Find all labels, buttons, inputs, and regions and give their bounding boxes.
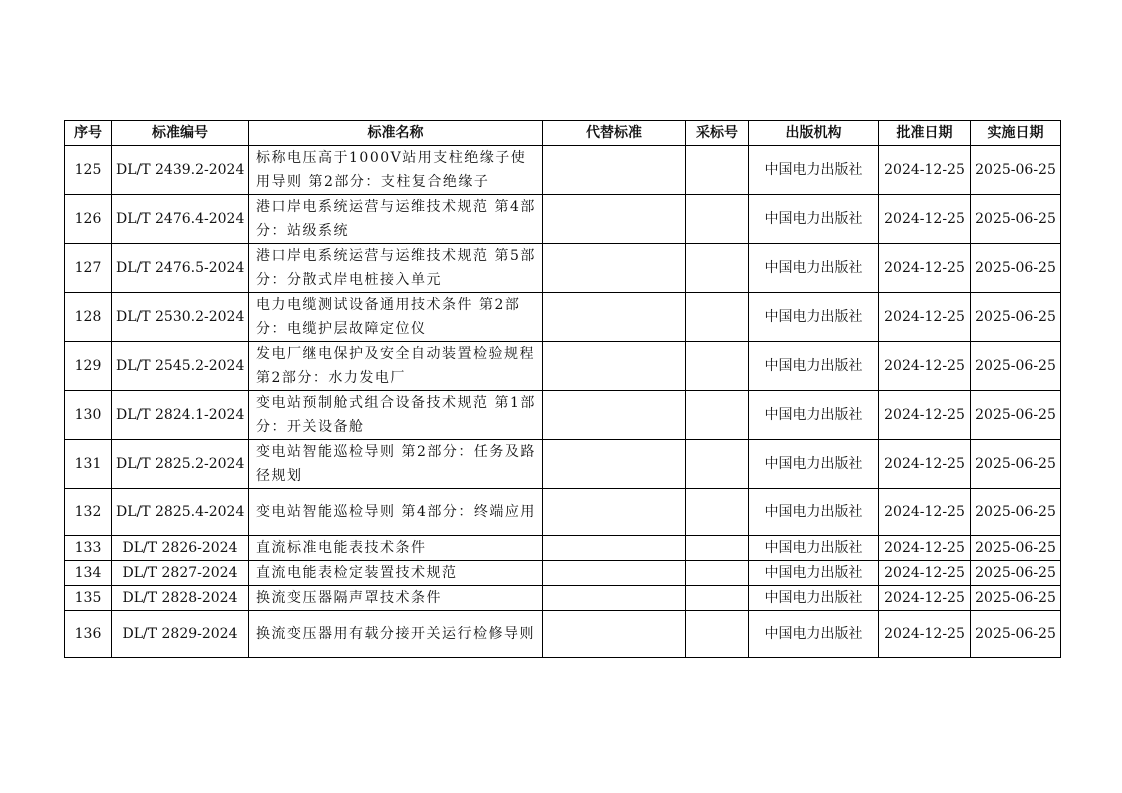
cell-publisher: 中国电力出版社 — [749, 440, 879, 489]
header-publisher: 出版机构 — [749, 121, 879, 146]
header-approval-date: 批准日期 — [879, 121, 971, 146]
cell-standard-name: 直流标准电能表技术条件 — [249, 536, 543, 561]
cell-replaces — [543, 293, 686, 342]
cell-replaces — [543, 440, 686, 489]
cell-serial: 125 — [65, 146, 112, 195]
cell-standard-name: 换流变压器用有载分接开关运行检修导则 — [249, 611, 543, 658]
cell-approval-date: 2024-12-25 — [879, 293, 971, 342]
table-row — [65, 586, 1061, 611]
table-row — [65, 244, 1061, 293]
cell-serial: 126 — [65, 195, 112, 244]
cell-approval-date: 2024-12-25 — [879, 244, 971, 293]
cell-standard-code: DL/T 2545.2-2024 — [112, 342, 249, 391]
cell-effective-date: 2025-06-25 — [971, 536, 1061, 561]
table-row — [65, 391, 1061, 440]
cell-adopted-standard — [686, 146, 749, 195]
cell-standard-name: 换流变压器隔声罩技术条件 — [249, 586, 543, 611]
cell-serial: 127 — [65, 244, 112, 293]
cell-standard-name: 电力电缆测试设备通用技术条件 第2部分：电缆护层故障定位仪 — [249, 293, 543, 342]
cell-adopted-standard — [686, 440, 749, 489]
cell-adopted-standard — [686, 561, 749, 586]
table-row — [65, 611, 1061, 658]
cell-effective-date: 2025-06-25 — [971, 489, 1061, 536]
cell-serial: 131 — [65, 440, 112, 489]
table-row — [65, 342, 1061, 391]
cell-standard-code: DL/T 2824.1-2024 — [112, 391, 249, 440]
cell-replaces — [543, 146, 686, 195]
cell-publisher: 中国电力出版社 — [749, 293, 879, 342]
cell-standard-name: 变电站预制舱式组合设备技术规范 第1部分：开关设备舱 — [249, 391, 543, 440]
cell-effective-date: 2025-06-25 — [971, 391, 1061, 440]
header-effective-date: 实施日期 — [971, 121, 1061, 146]
cell-standard-name: 港口岸电系统运营与运维技术规范 第5部分：分散式岸电桩接入单元 — [249, 244, 543, 293]
cell-publisher: 中国电力出版社 — [749, 611, 879, 658]
cell-replaces — [543, 489, 686, 536]
cell-effective-date: 2025-06-25 — [971, 440, 1061, 489]
cell-publisher: 中国电力出版社 — [749, 391, 879, 440]
cell-serial: 136 — [65, 611, 112, 658]
cell-standard-code: DL/T 2826-2024 — [112, 536, 249, 561]
cell-standard-code: DL/T 2829-2024 — [112, 611, 249, 658]
cell-serial: 129 — [65, 342, 112, 391]
cell-standard-name: 港口岸电系统运营与运维技术规范 第4部分：站级系统 — [249, 195, 543, 244]
header-standard-code: 标准编号 — [112, 121, 249, 146]
cell-replaces — [543, 244, 686, 293]
standards-table — [64, 120, 1061, 658]
table-row — [65, 561, 1061, 586]
cell-publisher: 中国电力出版社 — [749, 489, 879, 536]
cell-approval-date: 2024-12-25 — [879, 342, 971, 391]
cell-effective-date: 2025-06-25 — [971, 561, 1061, 586]
cell-replaces — [543, 536, 686, 561]
header-standard-name: 标准名称 — [249, 121, 543, 146]
cell-adopted-standard — [686, 391, 749, 440]
cell-effective-date: 2025-06-25 — [971, 342, 1061, 391]
table-row — [65, 489, 1061, 536]
cell-standard-name: 变电站智能巡检导则 第2部分：任务及路径规划 — [249, 440, 543, 489]
cell-standard-code: DL/T 2476.5-2024 — [112, 244, 249, 293]
cell-effective-date: 2025-06-25 — [971, 611, 1061, 658]
cell-approval-date: 2024-12-25 — [879, 586, 971, 611]
cell-publisher: 中国电力出版社 — [749, 342, 879, 391]
cell-approval-date: 2024-12-25 — [879, 611, 971, 658]
cell-standard-code: DL/T 2825.4-2024 — [112, 489, 249, 536]
cell-serial: 128 — [65, 293, 112, 342]
cell-replaces — [543, 342, 686, 391]
cell-effective-date: 2025-06-25 — [971, 586, 1061, 611]
cell-effective-date: 2025-06-25 — [971, 244, 1061, 293]
cell-replaces — [543, 586, 686, 611]
cell-approval-date: 2024-12-25 — [879, 561, 971, 586]
cell-publisher: 中国电力出版社 — [749, 146, 879, 195]
cell-approval-date: 2024-12-25 — [879, 440, 971, 489]
cell-standard-name: 直流电能表检定装置技术规范 — [249, 561, 543, 586]
cell-standard-code: DL/T 2476.4-2024 — [112, 195, 249, 244]
cell-replaces — [543, 611, 686, 658]
cell-replaces — [543, 195, 686, 244]
cell-approval-date: 2024-12-25 — [879, 146, 971, 195]
cell-effective-date: 2025-06-25 — [971, 293, 1061, 342]
cell-adopted-standard — [686, 586, 749, 611]
cell-publisher: 中国电力出版社 — [749, 586, 879, 611]
cell-approval-date: 2024-12-25 — [879, 489, 971, 536]
table-row — [65, 195, 1061, 244]
cell-adopted-standard — [686, 195, 749, 244]
cell-standard-code: DL/T 2439.2-2024 — [112, 146, 249, 195]
cell-standard-name: 发电厂继电保护及安全自动装置检验规程 第2部分：水力发电厂 — [249, 342, 543, 391]
cell-publisher: 中国电力出版社 — [749, 536, 879, 561]
cell-adopted-standard — [686, 342, 749, 391]
header-adopted-standard: 采标号 — [686, 121, 749, 146]
cell-serial: 133 — [65, 536, 112, 561]
cell-standard-code: DL/T 2827-2024 — [112, 561, 249, 586]
cell-adopted-standard — [686, 293, 749, 342]
table-row — [65, 293, 1061, 342]
cell-serial: 130 — [65, 391, 112, 440]
cell-standard-code: DL/T 2530.2-2024 — [112, 293, 249, 342]
cell-publisher: 中国电力出版社 — [749, 195, 879, 244]
table-row — [65, 146, 1061, 195]
cell-adopted-standard — [686, 244, 749, 293]
cell-replaces — [543, 391, 686, 440]
cell-publisher: 中国电力出版社 — [749, 561, 879, 586]
cell-standard-name: 变电站智能巡检导则 第4部分：终端应用 — [249, 489, 543, 536]
cell-serial: 134 — [65, 561, 112, 586]
cell-approval-date: 2024-12-25 — [879, 195, 971, 244]
cell-adopted-standard — [686, 489, 749, 536]
cell-standard-code: DL/T 2828-2024 — [112, 586, 249, 611]
cell-serial: 132 — [65, 489, 112, 536]
cell-effective-date: 2025-06-25 — [971, 146, 1061, 195]
table-row — [65, 536, 1061, 561]
cell-standard-name: 标称电压高于1000V站用支柱绝缘子使用导则 第2部分：支柱复合绝缘子 — [249, 146, 543, 195]
cell-approval-date: 2024-12-25 — [879, 536, 971, 561]
cell-adopted-standard — [686, 536, 749, 561]
table-header-row — [65, 121, 1061, 146]
table-row — [65, 440, 1061, 489]
header-serial: 序号 — [65, 121, 112, 146]
header-replaces: 代替标准 — [543, 121, 686, 146]
cell-effective-date: 2025-06-25 — [971, 195, 1061, 244]
cell-approval-date: 2024-12-25 — [879, 391, 971, 440]
cell-standard-code: DL/T 2825.2-2024 — [112, 440, 249, 489]
cell-adopted-standard — [686, 611, 749, 658]
cell-publisher: 中国电力出版社 — [749, 244, 879, 293]
cell-serial: 135 — [65, 586, 112, 611]
cell-replaces — [543, 561, 686, 586]
